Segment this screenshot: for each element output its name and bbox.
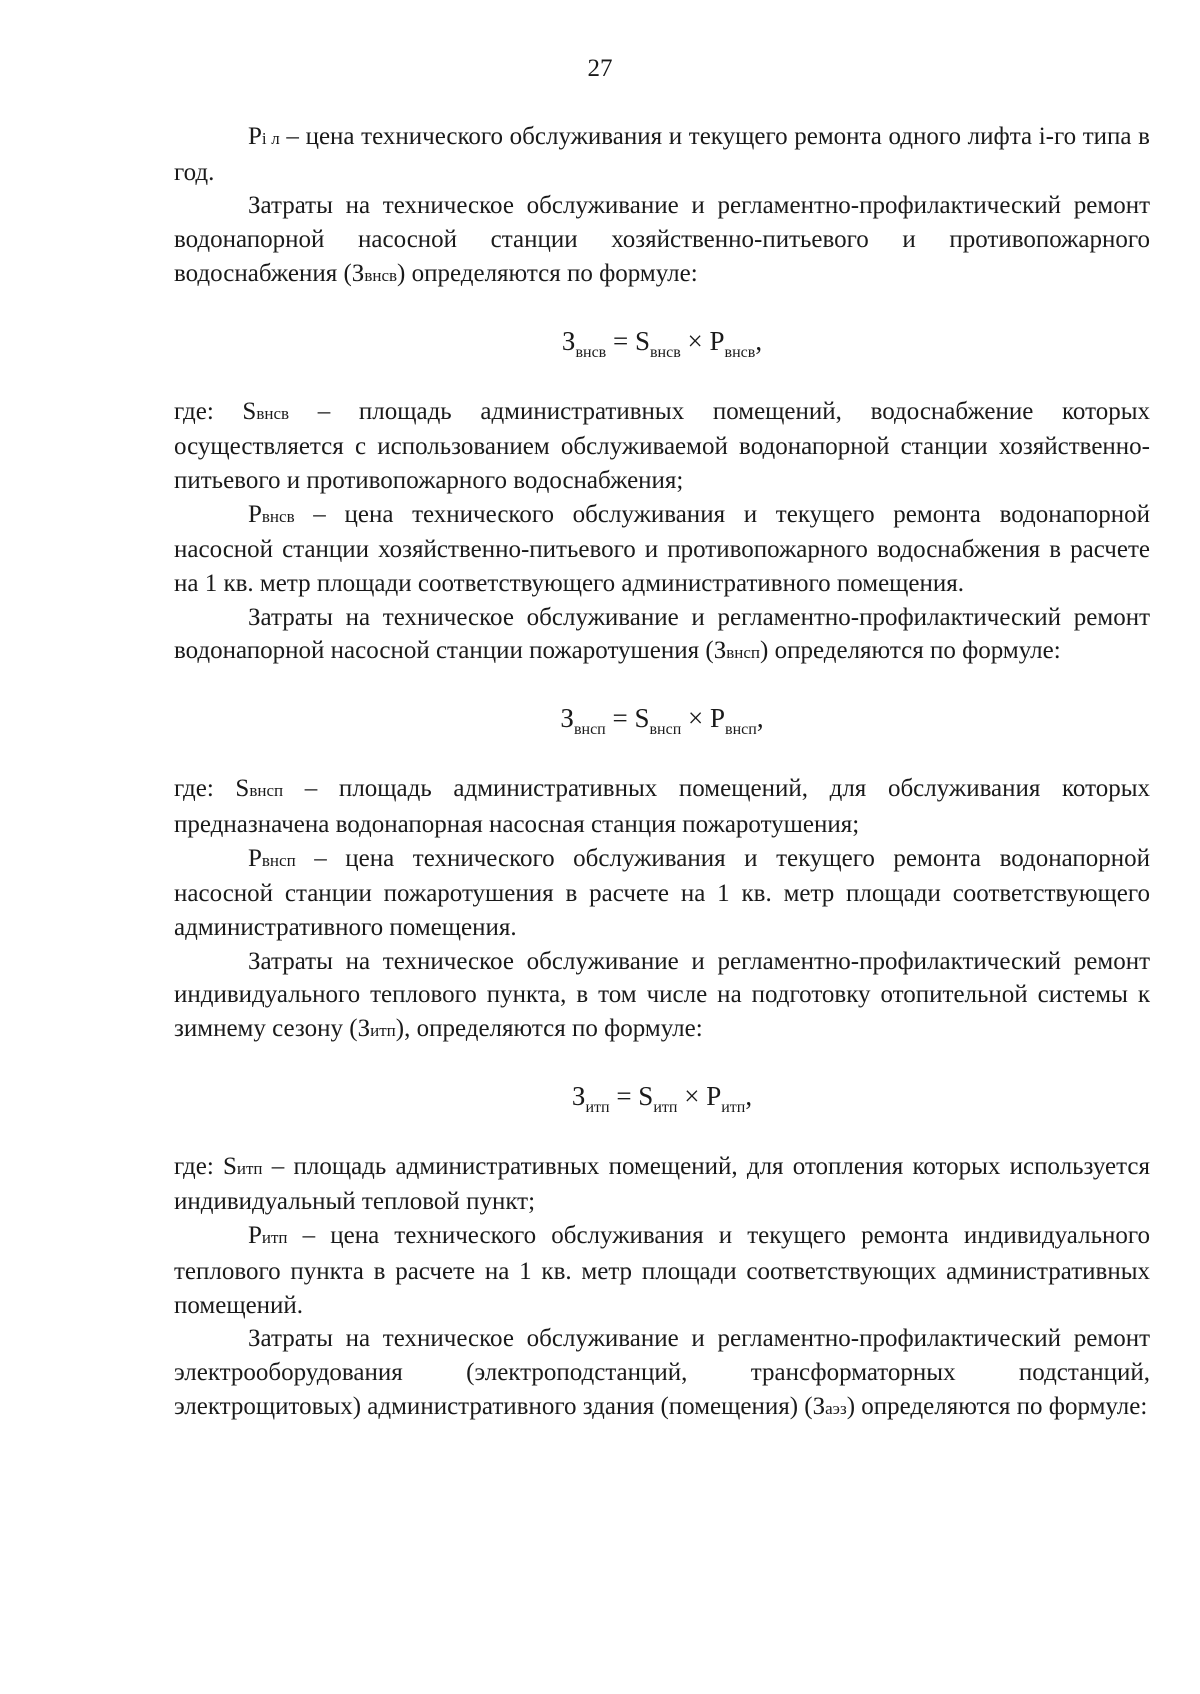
document-body	[174, 120, 1150, 1425]
formula-heat-point: $З_{итп} = S_{итп} \times P_{итп}$,	[571, 1080, 753, 1116]
paragraph-p-vnsp-definition: Pвнсп – цена технического обслуживания и текущего ремонта водонапорной насосной станции пожаротушения в расчете на 1 кв. метр площади соответствующего административного помещения.	[174, 844, 1150, 941]
paragraph-heat-point-intro: Затраты на техническое обслуживание и регламентно-профилактический ремонт индивидуального теплового пункта, в том числе на подготовку отопительной системы к зимнему сезону (Зитп), определяются по формуле:	[174, 947, 1150, 1043]
page-number: 27	[587, 55, 613, 82]
paragraph-lift-price-definition: Pi л – цена технического обслуживания и текущего ремонта одного лифта i-го типа в год.	[174, 123, 1150, 186]
formula-pump-station-water: $З_{внсв} = S_{внсв} \times P_{внсв}$,	[561, 325, 763, 361]
formula-fire-pump-station: $З_{внсп} = S_{внсп} \times P_{внсп}$,	[560, 703, 764, 739]
paragraph-s-vnsp-definition: где: Sвнсп – площадь административных помещений, для обслуживания которых предназначена водонапорная насосная станция пожаротушения;	[174, 775, 1150, 838]
paragraph-electrical-intro: Затраты на техническое обслуживание и регламентно-профилактический ремонт электрооборудования (электроподстанций, трансформаторных подстанций, электрощитовых) административного здания (помещения) (Заэз) определяются по формуле:	[174, 1325, 1150, 1420]
paragraph-fire-pump-intro: Затраты на техническое обслуживание и регламентно-профилактический ремонт водонапорной насосной станции пожаротушения (Звнсп) определяются по формуле:	[174, 603, 1150, 665]
paragraph-pump-station-water-intro: Затраты на техническое обслуживание и регламентно-профилактический ремонт водонапорной насосной станции хозяйственно-питьевого и противопожарного водоснабжения (Звнсв) определяются по формуле:	[174, 192, 1150, 287]
paragraph-p-itp-definition: Pитп – цена технического обслуживания и текущего ремонта индивидуального теплового пункта в расчете на 1 кв. метр площади соответствующих административных помещений.	[174, 1222, 1150, 1319]
paragraph-s-itp-definition: где: Sитп – площадь административных помещений, для отопления которых используется индивидуальный тепловой пункт;	[174, 1152, 1150, 1216]
paragraph-p-vnsv-definition: Pвнсв – цена технического обслуживания и текущего ремонта водонапорной насосной станции хозяйственно-питьевого и противопожарного водоснабжения в расчете на 1 кв. метр площади соответствующего административного помещения.	[174, 500, 1150, 598]
paragraph-s-vnsv-definition: где: Sвнсв – площадь административных помещений, водоснабжение которых осуществляется с использованием обслуживаемой водонапорной станции хозяйственно-питьевого и противопожарного водоснабжения;	[174, 397, 1150, 494]
